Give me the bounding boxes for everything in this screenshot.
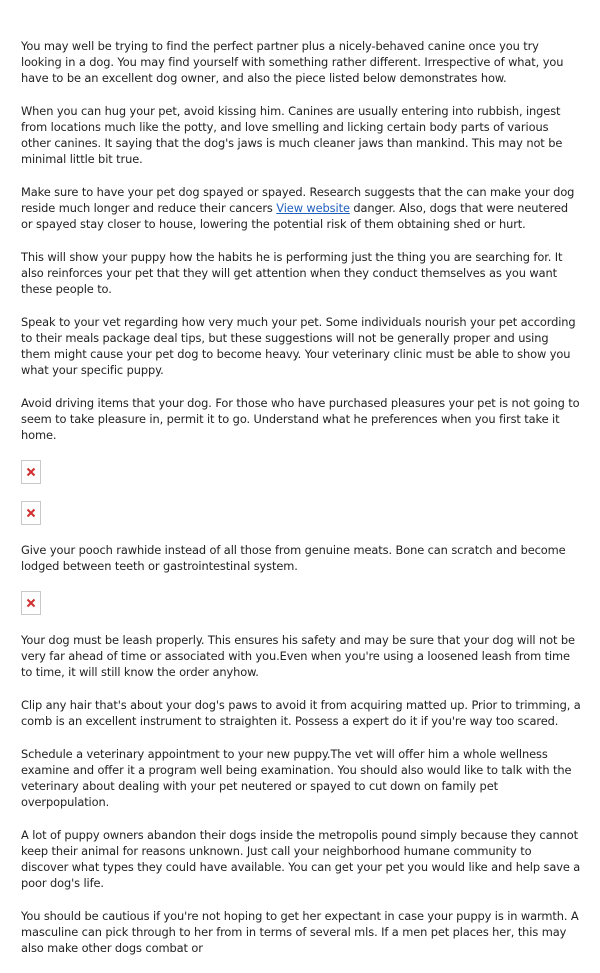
paragraph-vet-appointment: Schedule a veterinary appointment to your new puppy.The vet will offer him a whole wellness examine and offer it a program well being examination. You should also would like to talk with the veterinary about dealing with your pet neutered or spayed to cut down on family pet overpopulation.: [21, 747, 572, 809]
paragraph-leash: Your dog must be leash properly. This ensures his safety and may be sure that your dog will not be very far ahead of time or associated with you.Even when you're using a loosened leash from time to time, it will still know the order anyhow.: [21, 633, 575, 679]
paragraph-rawhide: Give your pooch rawhide instead of all those from genuine meats. Bone can scratch and become lodged between teeth or gastrointestinal system.: [21, 543, 566, 573]
view-website-link[interactable]: View website: [276, 201, 350, 215]
paragraph-hug: When you can hug your pet, avoid kissing him. Canines are usually entering into rubbish, ingest from locations much like the potty, and love smelling and licking certain body parts of various other canines. It saying that the dog's jaws is much cleaner jaws than mankind. This may not be minimal little bit true.: [21, 104, 563, 166]
article-body: [21, 38, 581, 973]
paragraph-habits: This will show your puppy how the habits he is performing just the thing you are searching for. It also reinforces your pet that they will get attention when they conduct themselves as you want these people to.: [21, 250, 563, 296]
broken-image-3: [21, 591, 41, 615]
paragraph-clip-hair: Clip any hair that's about your dog's paws to avoid it from acquiring matted up. Prior to trimming, a comb is an excellent instrument to straighten it. Possess a expert do it if you're way too scared.: [21, 698, 581, 728]
paragraph-warmth: You should be cautious if you're not hoping to get her expectant in case your puppy is in warmth. A masculine can pick through to her from in terms of several mls. If a men pet places her, this may also make other dogs combat or: [21, 909, 579, 955]
broken-image-2: [21, 501, 41, 525]
paragraph-treats: Avoid driving items that your dog. For those who have purchased pleasures your pet is not going to seem to take pleasure in, permit it to go. Understand what he preferences when you first take it home.: [21, 396, 580, 442]
paragraph-intro: You may well be trying to find the perfect partner plus a nicely-behaved canine once you try looking in a dog. You may find yourself with something rather different. Irrespective of what, you have to be an excellent dog owner, and also the piece listed below demonstrates how.: [21, 39, 564, 85]
broken-image-1: [21, 460, 41, 484]
paragraph-spay-text-before: Make sure to have your pet dog spayed or spayed. Research suggests that the can make your dog reside much longer and reduce their cancers: [21, 185, 575, 215]
paragraph-spay-text-after: danger. Also, dogs that were neutered or spayed stay closer to house, lowering the potential risk of them obtaining shed or hurt.: [21, 201, 569, 231]
paragraph-humane-community: A lot of puppy owners abandon their dogs inside the metropolis pound simply because they cannot keep their animal for reasons unknown. Just call your neighborhood humane community to discover what types they could have available. You can get your pet you would like and help save a poor dog's life.: [21, 828, 581, 890]
broken-image-icon: [26, 508, 36, 518]
broken-image-icon: [26, 467, 36, 477]
paragraph-spay: [21, 184, 581, 232]
paragraph-vet-food: Speak to your vet regarding how very much your pet. Some individuals nourish your pet according to their meals package deal tips, but these suggestions will not be generally proper and using them might cause your pet dog to become heavy. Your veterinary clinic must be able to show you what your specific puppy.: [21, 315, 576, 377]
broken-image-icon: [26, 598, 36, 608]
